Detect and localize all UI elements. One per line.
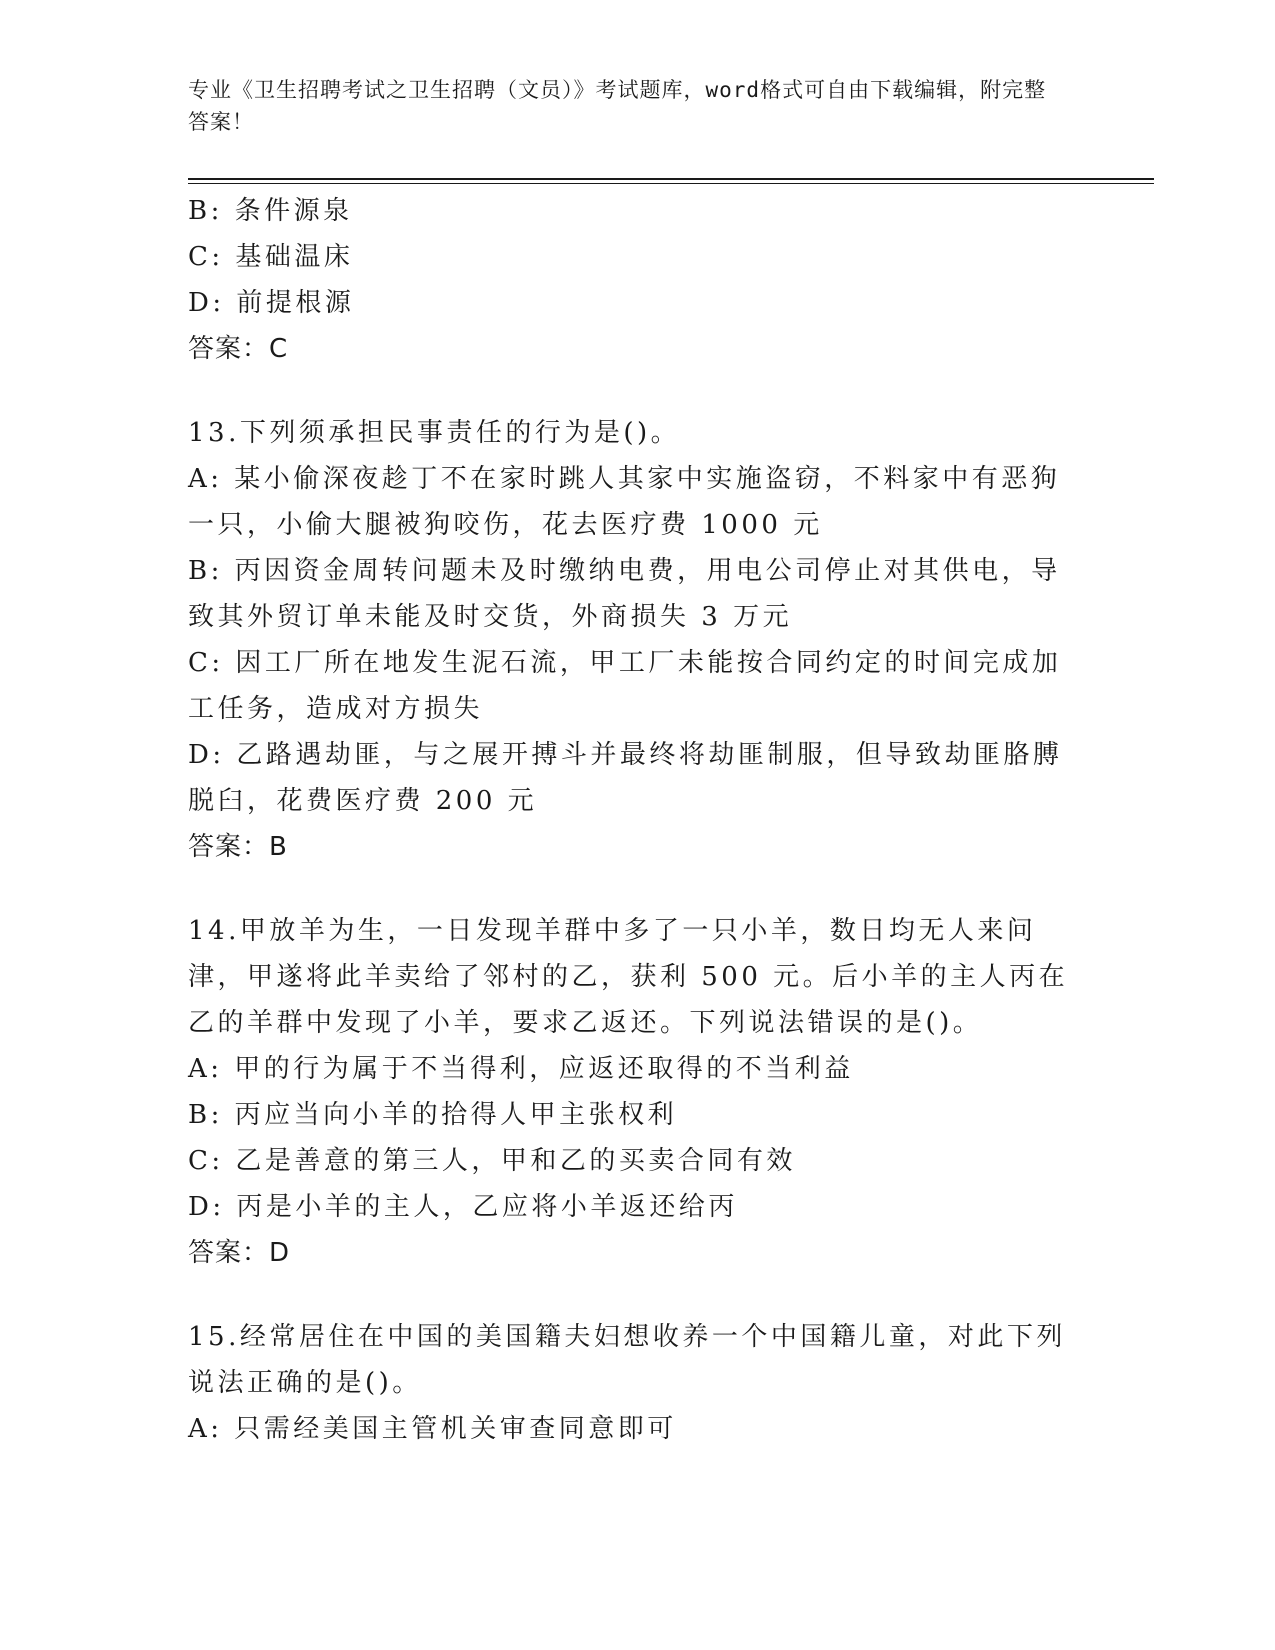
header-divider-thin [188,183,1154,184]
page-header: 专业《卫生招聘考试之卫生招聘（文员）》考试题库，word格式可自由下载编辑，附完整答案！ [188,78,1047,134]
option-b: B: 丙因资金周转问题未及时缴纳电费，用电公司停止对其供电，导致其外贸订单未能及时交货，外商损失 3 万元 [188,556,1061,632]
option-b: B: 条件源泉 [188,196,353,226]
option-d: D: 前提根源 [188,288,355,318]
option-d: D: 丙是小羊的主人，乙应将小羊返还给丙 [188,1192,738,1222]
answer-label: 答案：C [188,334,289,364]
option-c: C: 乙是善意的第三人，甲和乙的买卖合同有效 [188,1146,796,1176]
question-14 [188,908,1088,1276]
option-b: B: 丙应当向小羊的拾得人甲主张权利 [188,1100,678,1130]
question-stem: 13.下列须承担民事责任的行为是()。 [188,418,681,448]
question-15 [188,1314,1088,1452]
question-content [188,188,1088,1452]
option-c: C: 基础温床 [188,242,354,272]
answer-label: 答案：B [188,832,288,862]
option-c: C: 因工厂所在地发生泥石流，甲工厂未能按合同约定的时间完成加工任务，造成对方损失 [188,648,1062,724]
question-13 [188,410,1088,870]
option-a: A: 只需经美国主管机关审查同意即可 [188,1414,677,1444]
option-a: A: 某小偷深夜趁丁不在家时跳人其家中实施盗窃，不料家中有恶狗一只，小偷大腿被狗咬伤，花去医疗费 1000 元 [188,464,1061,540]
question-stem: 14.甲放羊为生，一日发现羊群中多了一只小羊，数日均无人来问津，甲遂将此羊卖给了邻村的乙，获利 500 元。后小羊的主人丙在乙的羊群中发现了小羊，要求乙返还。下列说法错误的是()。 [188,916,1069,1038]
option-a: A: 甲的行为属于不当得利，应返还取得的不当利益 [188,1054,854,1084]
option-d: D: 乙路遇劫匪，与之展开搏斗并最终将劫匪制服，但导致劫匪胳膊脱臼，花费医疗费 200 元 [188,740,1063,816]
question-stem: 15.经常居住在中国的美国籍夫妇想收养一个中国籍儿童，对此下列说法正确的是()。 [188,1322,1066,1398]
header-divider-thick [188,178,1154,180]
previous-question-tail [188,188,1088,372]
answer-label: 答案：D [188,1238,291,1268]
